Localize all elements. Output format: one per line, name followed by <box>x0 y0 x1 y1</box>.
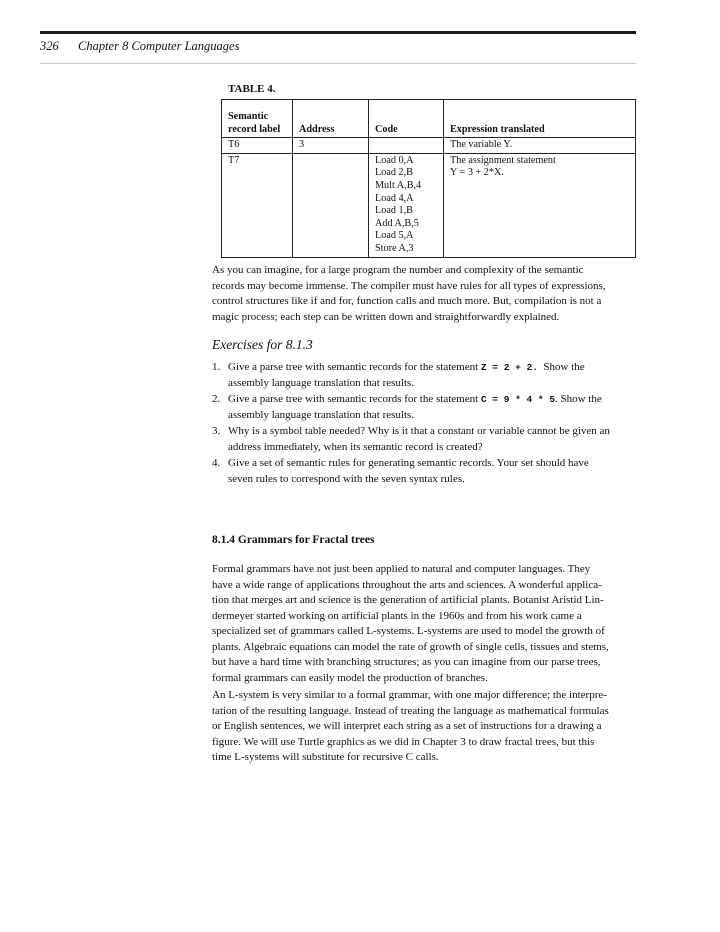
chapter-title: Chapter 8 Computer Languages <box>78 39 240 53</box>
cell-code <box>369 153 444 257</box>
cell-expression <box>444 153 636 257</box>
text-line: figure. We will use Turtle graphics as we did in Chapter 3 to draw fractal trees, but this <box>212 735 595 748</box>
cell-address <box>293 153 369 257</box>
text-line: formal grammars can easily model the production of branches. <box>212 671 488 684</box>
text-line: As you can imagine, for a large program the number and complexity of the semantic <box>212 264 584 276</box>
header-top-rule <box>40 31 636 34</box>
exercise-line <box>228 360 642 376</box>
cell-expression: The variable Y. <box>444 138 636 154</box>
exercise-list <box>212 360 642 488</box>
expression-line: Y = 3 + 2*X. <box>450 167 504 179</box>
exercise-line: seven rules to correspond with the seven syntax rules. <box>228 472 465 485</box>
text-line: or English sentences, we will interpret each string as a set of instructions for a drawing a <box>212 720 602 732</box>
page-number: 326 <box>40 39 59 53</box>
section-title: 8.1.4 Grammars for Fractal trees <box>212 534 375 546</box>
code-line: Load 1,B <box>375 205 413 217</box>
text-line: time L-systems will substitute for recursive C calls. <box>212 751 439 763</box>
exercise-item <box>212 360 642 391</box>
text-line: plants. Algebraic equations can model the rate of growth of single cells, tissues and stems, <box>212 640 609 653</box>
exercise-code: C = 9 * 4 * 5 <box>480 394 556 405</box>
exercise-text: Show the <box>537 361 585 373</box>
cell-label: T7 <box>222 153 293 257</box>
code-line: Store A,3 <box>375 242 414 254</box>
col-header-address: Address <box>293 100 369 138</box>
code-line: Load 0,A <box>375 154 414 166</box>
text-line: have a wide range of applications throughout the arts and sciences. A wonderful applica- <box>212 578 602 591</box>
exercise-line <box>228 392 642 408</box>
col-header-semantic-label: Semantic record label <box>222 100 293 138</box>
expression-line: The assignment statement <box>450 154 556 166</box>
paragraph-l-system <box>212 688 642 766</box>
text-line: tation of the resulting language. Instead of treating the language as mathematical formulas <box>212 704 609 717</box>
exercise-item <box>212 392 642 423</box>
text-line: Formal grammars have not just been applied to natural and computer languages. They <box>212 563 591 575</box>
exercise-line: Give a set of semantic rules for generating semantic records. Your set should have <box>228 457 589 469</box>
exercise-text: Give a parse tree with semantic records for the statement <box>228 393 481 405</box>
text-line: specialized set of grammars called L-systems. L-systems are used to model the growth of <box>212 625 605 637</box>
running-header <box>40 39 239 54</box>
table-header-row <box>222 100 636 138</box>
exercise-number: 1. <box>212 361 221 373</box>
table-title: TABLE 4. <box>228 83 276 95</box>
paragraph-formal-grammars <box>212 562 642 686</box>
code-line: Load 5,A <box>375 230 414 242</box>
exercise-number: 3. <box>212 425 221 437</box>
text-line: dermeyer started working on artificial plants in the 1960s and from his work came a <box>212 609 582 622</box>
text-line: control structures like if and for, function calls and much more. But, compilation is not a <box>212 295 602 307</box>
code-line: Add A,B,5 <box>375 217 419 229</box>
exercise-item <box>212 424 642 455</box>
exercise-number: 2. <box>212 393 221 405</box>
code-line: Load 2,B <box>375 167 413 179</box>
paragraph-semantic-records <box>212 263 642 325</box>
exercise-line: Why is a symbol table needed? Why is it that a constant or variable cannot be given an <box>228 425 610 437</box>
text-line: but have a hard time with branching structures; as you can imagine from our parse trees, <box>212 656 601 668</box>
exercise-number: 4. <box>212 457 221 469</box>
text-line: An L-system is very similar to a formal grammar, with one major difference; the interpre- <box>212 689 607 701</box>
table-row <box>222 153 636 257</box>
header-bottom-rule <box>40 63 636 64</box>
exercise-text: Give a parse tree with semantic records for the statement <box>228 361 481 373</box>
cell-address: 3 <box>293 138 369 154</box>
exercise-text: . Show the <box>555 393 602 405</box>
exercise-line: assembly language translation that results. <box>228 376 415 389</box>
table-row <box>222 138 636 154</box>
code-line: Load 4,A <box>375 192 414 204</box>
exercise-line: assembly language translation that results. <box>228 408 415 421</box>
exercise-code: Z = 2 + 2. <box>480 362 538 373</box>
col-header-expression: Expression translated <box>444 100 636 138</box>
semantic-records-table <box>221 99 636 258</box>
exercise-item <box>212 456 642 487</box>
col-header-code: Code <box>369 100 444 138</box>
code-line: Mult A,B,4 <box>375 179 422 191</box>
cell-code <box>369 138 444 154</box>
text-line: records may become immense. The compiler must have rules for all types of expressions, <box>212 279 606 292</box>
text-line: magic process; each step can be written down and straightforwardly explained. <box>212 310 560 323</box>
exercise-line: address immediately, when its semantic record is created? <box>228 440 483 453</box>
text-line: tion that merges art and science is the generation of artificial plants. Botanist Aristid Lin- <box>212 594 604 606</box>
cell-label: T6 <box>222 138 293 154</box>
exercises-title: Exercises for 8.1.3 <box>212 337 313 352</box>
